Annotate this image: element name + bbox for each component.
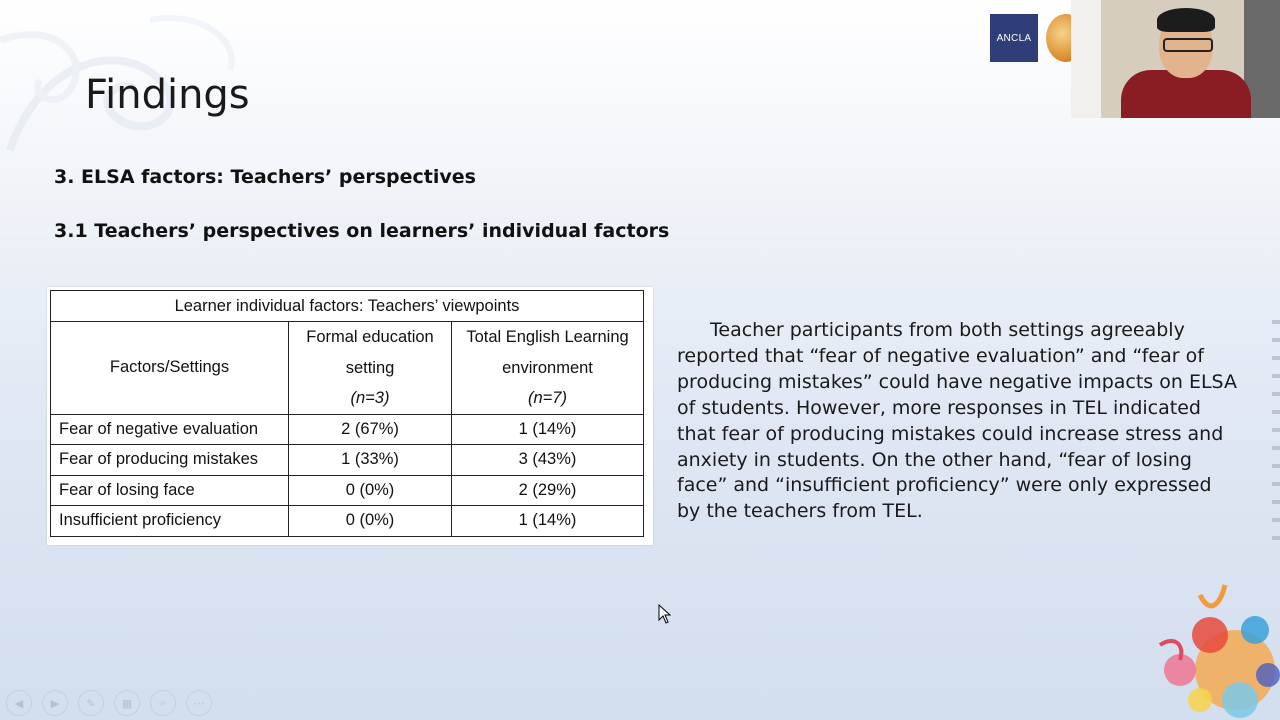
row-formal: 0 (0%): [289, 475, 452, 506]
row-factor: Fear of negative evaluation: [51, 414, 289, 445]
row-formal: 2 (67%): [289, 414, 452, 445]
header-formal-line2: setting: [345, 358, 395, 377]
header-tel-n: (n=7): [528, 389, 567, 407]
header-tel-line2: environment: [502, 358, 593, 377]
body-paragraph: [677, 318, 1237, 525]
row-formal: 0 (0%): [289, 506, 452, 537]
edge-decoration: [1272, 320, 1280, 550]
pen-icon[interactable]: ✎: [78, 690, 104, 716]
zoom-icon[interactable]: ⌕: [150, 690, 176, 716]
table-row: [51, 445, 644, 476]
row-formal: 1 (33%): [289, 445, 452, 476]
mouse-cursor: [658, 604, 672, 624]
header-tel: [452, 322, 644, 415]
flower-decoration: [1140, 575, 1280, 720]
row-tel: 3 (43%): [452, 445, 644, 476]
table-caption: Learner individual factors: Teachers’ viewpoints: [51, 291, 644, 322]
header-formal: [289, 322, 452, 415]
glasses-icon: [1163, 38, 1213, 52]
body-paragraph-text: Teacher participants from both settings agreeably reported that “fear of negative evaluation” and “fear of producing mistakes” could have negative impacts on ELSA of students. However, more responses in TEL indicated that fear of producing mistakes could increase stress and anxiety in students. On the other hand, “fear of losing face” and “insufficient proficiency” were only expressed by the teachers from TEL.: [677, 319, 1237, 523]
factors-table: [47, 287, 653, 545]
header-tel-line1: Total English Learning: [466, 328, 629, 346]
prev-icon[interactable]: ◀: [6, 690, 32, 716]
row-tel: 1 (14%): [452, 414, 644, 445]
webcam-video[interactable]: [1071, 0, 1280, 118]
section-heading: 3. ELSA factors: Teachers’ perspectives: [54, 166, 476, 188]
header-formal-line1: Formal education: [306, 328, 434, 346]
table-row: [51, 475, 644, 506]
subsection-heading: 3.1 Teachers’ perspectives on learners’ individual factors: [54, 220, 670, 242]
slide-title: Findings: [85, 72, 250, 118]
next-icon[interactable]: ▶: [42, 690, 68, 716]
row-tel: 1 (14%): [452, 506, 644, 537]
slides-icon[interactable]: ▦: [114, 690, 140, 716]
more-icon[interactable]: ⋯: [186, 690, 212, 716]
row-factor: Fear of producing mistakes: [51, 445, 289, 476]
row-tel: 2 (29%): [452, 475, 644, 506]
header-factors: Factors/Settings: [51, 322, 289, 415]
header-formal-n: (n=3): [350, 389, 390, 407]
table-row: [51, 506, 644, 537]
table-row: [51, 414, 644, 445]
row-factor: Insufficient proficiency: [51, 506, 289, 537]
slideshow-toolbar: [6, 690, 212, 716]
row-factor: Fear of losing face: [51, 475, 289, 506]
ancla-logo: ANCLA: [990, 14, 1038, 62]
